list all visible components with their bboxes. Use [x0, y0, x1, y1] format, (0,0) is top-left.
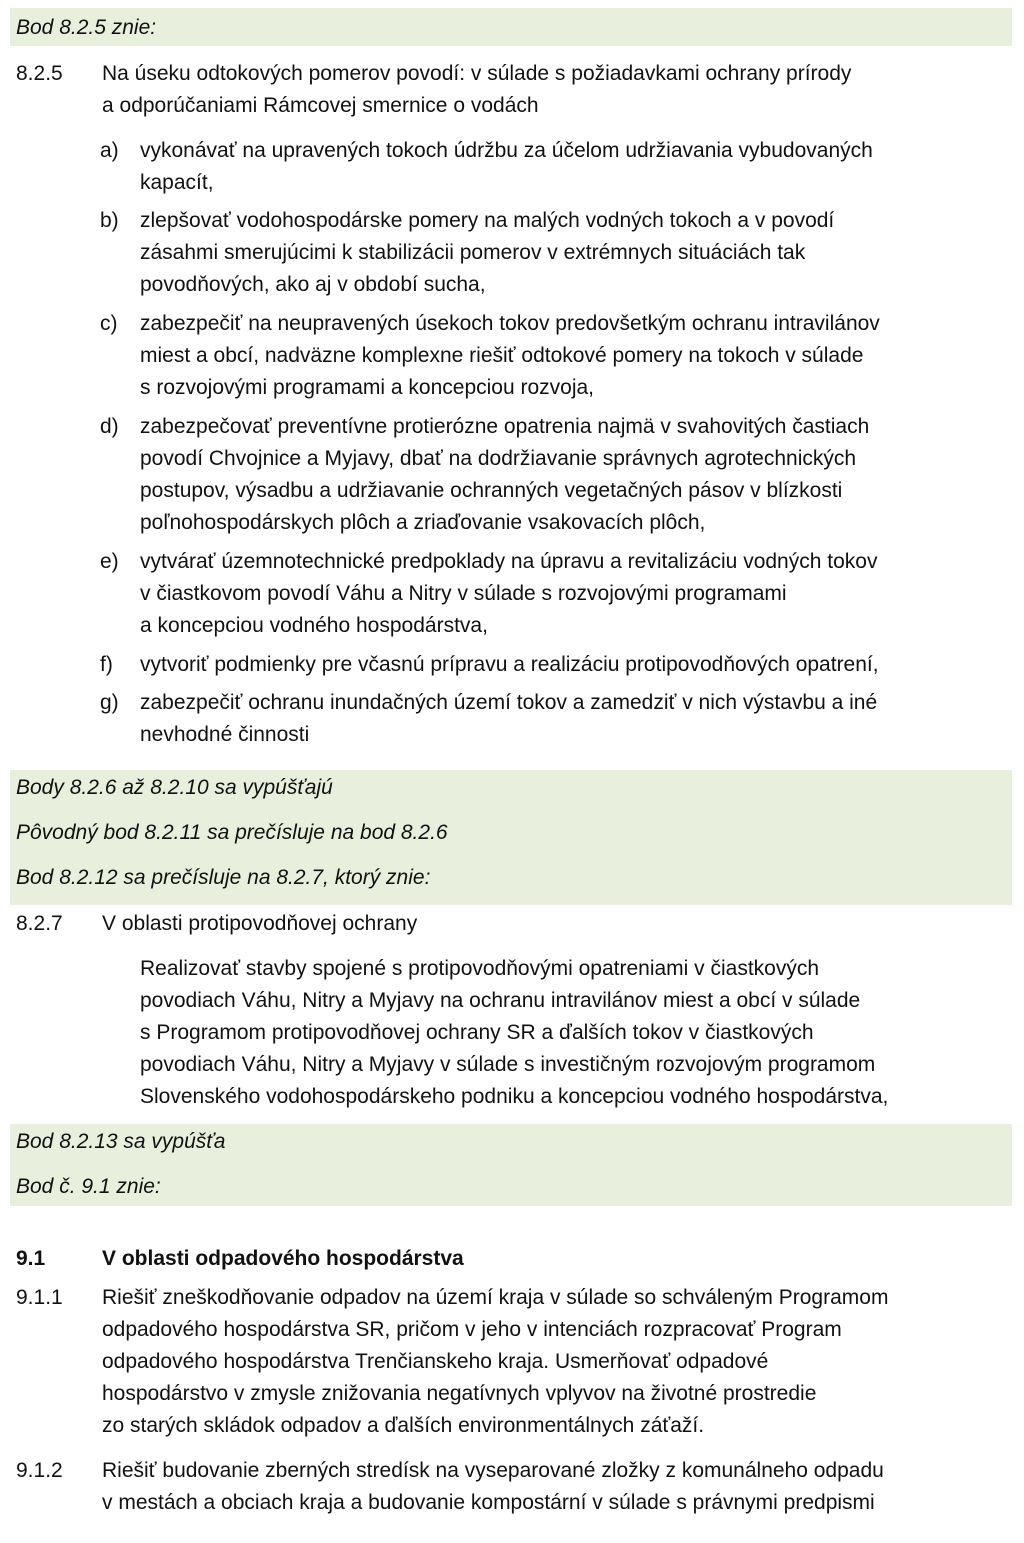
amendment-notes: [10, 770, 1012, 905]
section-8-2-7: [0, 908, 1024, 1118]
text-line: vykonávať na upravených tokoch údržbu za účelom udržiavania vybudovaných: [140, 139, 873, 162]
text-line: Riešiť zneškodňovanie odpadov na území kraja v súlade so schváleným Programom: [102, 1286, 889, 1309]
amendment-text: Bod 8.2.13 sa vypúšťa: [16, 1130, 226, 1153]
section-9-1-2: [0, 1455, 1024, 1525]
text-line: miest a obcí, nadväzne komplexne riešiť odtokové pomery na tokoch v súlade: [140, 344, 864, 367]
list-label: a): [100, 139, 119, 162]
list-label: f): [100, 653, 113, 676]
amendment-text: Body 8.2.6 až 8.2.10 sa vypúšťajú: [16, 776, 333, 799]
text-line: s Programom protipovodňovej ochrany SR a ďalších tokov v čiastkových: [140, 1021, 814, 1044]
section-number: 9.1: [16, 1247, 46, 1270]
text-line: povodiach Váhu, Nitry a Myjavy v súlade s investičným rozvojovým programom: [140, 1053, 876, 1076]
text-line: odpadového hospodárstva Trenčianskeho kraja. Usmerňovať odpadové: [102, 1350, 769, 1373]
text-line: s rozvojovými programami a koncepciou rozvoja,: [140, 376, 595, 399]
list-label: d): [100, 415, 119, 438]
text-line: hospodárstvo v zmysle znižovania negatívnych vplyvov na životné prostredie: [102, 1382, 817, 1405]
section-number: 9.1.1: [16, 1286, 63, 1309]
text-line: zabezpečiť na neupravených úsekoch tokov predovšetkým ochranu intravilánov: [140, 312, 880, 335]
text-line: povodí Chvojnice a Myjavy, dbať na dodržiavanie správnych agrotechnických: [140, 447, 857, 470]
text-line: Slovenského vodohospodárskeho podniku a koncepciou vodného hospodárstva,: [140, 1085, 889, 1108]
list-label: e): [100, 550, 119, 573]
text-line: zlepšovať vodohospodárske pomery na malých vodných tokoch a v povodí: [140, 209, 835, 232]
text-line: povodiach Váhu, Nitry a Myjavy na ochranu intravilánov miest a obcí v súlade: [140, 989, 861, 1012]
text-line: Riešiť budovanie zberných stredísk na vyseparované zložky z komunálneho odpadu: [102, 1459, 884, 1482]
section-text: [102, 58, 1002, 122]
amendment-text: Pôvodný bod 8.2.11 sa prečísluje na bod 8.2.6: [16, 821, 448, 844]
text-line: v mestách a obciach kraja a budovanie kompostární v súlade s právnymi predpismi: [102, 1491, 875, 1514]
section-number: 9.1.2: [16, 1459, 63, 1482]
list-label: g): [100, 691, 119, 714]
text-line: vytvoriť podmienky pre včasnú prípravu a realizáciu protipovodňových opatrení,: [140, 653, 879, 676]
amendment-note: [10, 8, 1012, 46]
section-text: [102, 1455, 1002, 1519]
amendment-text: Bod č. 9.1 znie:: [16, 1175, 161, 1198]
list-label: b): [100, 209, 119, 232]
text-line: a odporúčaniami Rámcovej smernice o vodách: [102, 94, 539, 117]
text-line: nevhodné činnosti: [140, 723, 310, 746]
amendment-text: Bod 8.2.12 sa prečísluje na 8.2.7, ktorý znie:: [16, 866, 431, 889]
text-line: zo starých skládok odpadov a ďalších environmentálnych záťaží.: [102, 1414, 705, 1437]
text-line: vytvárať územnotechnické predpoklady na úpravu a revitalizáciu vodných tokov: [140, 550, 878, 573]
text-line: kapacít,: [140, 171, 214, 194]
section-text: [102, 1282, 1002, 1442]
section-9-1-1: [0, 1282, 1024, 1452]
text-line: zásahmi smerujúcimi k stabilizácii pomerov v extrémnych situáciách tak: [140, 241, 806, 264]
section-number: 8.2.5: [16, 62, 63, 85]
text-line: odpadového hospodárstva SR, pričom v jeho v intenciách rozpracovať Program: [102, 1318, 842, 1341]
section-heading: V oblasti protipovodňovej ochrany: [102, 912, 418, 935]
text-line: Na úseku odtokových pomerov povodí: v súlade s požiadavkami ochrany prírody: [102, 62, 852, 85]
text-line: a koncepciou vodného hospodárstva,: [140, 614, 488, 637]
list-label: c): [100, 312, 118, 335]
amendment-text: Bod 8.2.5 znie:: [16, 16, 157, 39]
text-line: povodňových, ako aj v období sucha,: [140, 273, 486, 296]
text-line: zabezpečiť ochranu inundačných území tokov a zamedziť v nich výstavbu a iné: [140, 691, 878, 714]
section-9-1: [0, 1243, 1024, 1277]
section-8-2-5: [0, 58, 1024, 758]
text-line: v čiastkovom povodí Váhu a Nitry v súlade s rozvojovými programami: [140, 582, 787, 605]
section-heading: V oblasti odpadového hospodárstva: [102, 1247, 464, 1270]
amendment-notes: [10, 1124, 1012, 1206]
text-line: zabezpečovať preventívne protierózne opatrenia najmä v svahovitých častiach: [140, 415, 870, 438]
text-line: Realizovať stavby spojené s protipovodňovými opatreniami v čiastkových: [140, 957, 820, 980]
section-number: 8.2.7: [16, 912, 63, 935]
text-line: poľnohospodárskych plôch a zriaďovanie vsakovacích plôch,: [140, 511, 706, 534]
section-text: [140, 953, 1010, 1113]
text-line: postupov, výsadbu a udržiavanie ochranných vegetačných pásov v blízkosti: [140, 479, 843, 502]
